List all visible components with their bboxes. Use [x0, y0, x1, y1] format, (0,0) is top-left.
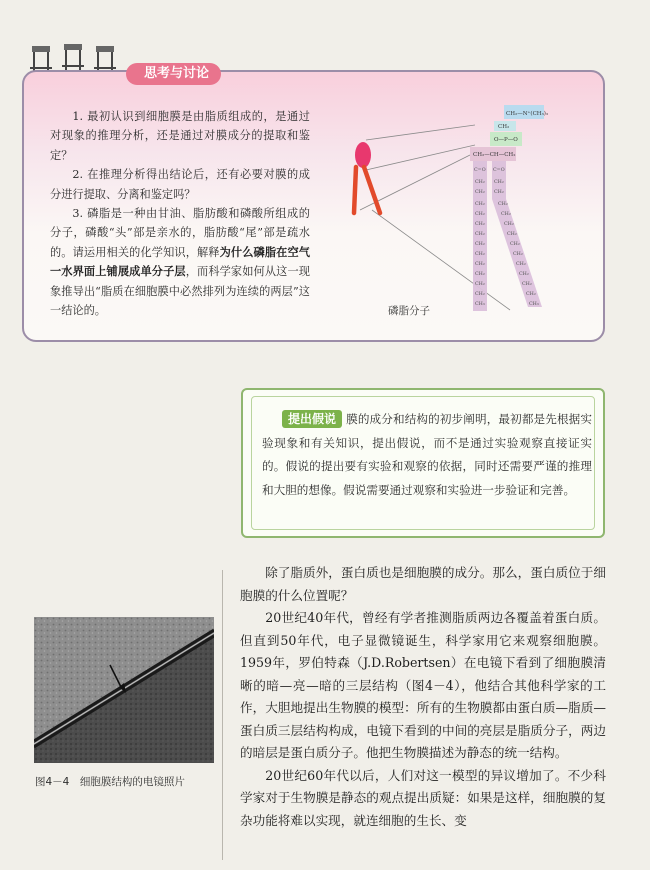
svg-text:CH₂: CH₂: [475, 292, 485, 297]
svg-text:O—P—O: O—P—O: [494, 137, 518, 143]
svg-text:CH₂: CH₂: [475, 232, 485, 237]
svg-text:CH₂: CH₂: [522, 282, 532, 287]
svg-text:CH₂: CH₂: [475, 282, 485, 287]
svg-text:CH₂: CH₂: [475, 252, 485, 257]
svg-text:CH₃: CH₃: [475, 302, 485, 307]
body-paragraph: 20世纪60年代以后，人们对这一模型的异议增加了。不少科学家对于生物膜是静态的观点提出质疑：如果是这样，细胞膜的复杂功能将难以实现，就连细胞的生长、变: [240, 767, 606, 828]
svg-text:CH₂—CH—CH₂: CH₂—CH—CH₂: [473, 152, 516, 158]
svg-text:CH₂: CH₂: [519, 272, 529, 277]
body-paragraph: 除了脂质外，蛋白质也是细胞膜的成分。那么，蛋白质位于细胞膜的什么位置呢？: [240, 565, 606, 603]
svg-text:CH₂: CH₂: [475, 180, 485, 185]
svg-text:CH₂: CH₂: [501, 212, 511, 217]
svg-text:CH₂: CH₂: [526, 292, 536, 297]
svg-text:CH₂: CH₂: [475, 262, 485, 267]
electron-micrograph: [34, 617, 214, 763]
svg-text:CH₂: CH₂: [516, 262, 526, 267]
body-text: [240, 562, 606, 832]
svg-text:C=O: C=O: [474, 168, 486, 173]
svg-text:CH₂: CH₂: [507, 232, 517, 237]
discussion-text: [50, 107, 310, 320]
figure-caption: 图4－4 细胞膜结构的电镜照片: [35, 776, 185, 788]
svg-text:CH₂: CH₂: [513, 252, 523, 257]
svg-text:C=O: C=O: [493, 168, 505, 173]
discussion-title: 思考与讨论: [126, 63, 221, 85]
svg-text:CH₂: CH₂: [510, 242, 520, 247]
discussion-item-2: 2. 在推理分析得出结论后，还有必要对膜的成分进行提取、分离和鉴定吗？: [50, 168, 310, 201]
svg-text:CH₂—N⁺(CH₃)₃: CH₂—N⁺(CH₃)₃: [506, 111, 549, 117]
discussion-item-1: 1. 最初认识到细胞膜是由脂质组成的，是通过对现象的推理分析，还是通过对膜成分的提取和鉴定？: [50, 110, 310, 162]
column-divider: [222, 570, 223, 860]
discussion-item-3: 3. 磷脂是一种由甘油、脂肪酸和磷酸所组成的分子，磷酸“头”部是亲水的，脂肪酸“尾”部是疏水的。请运用相关的化学知识，解释为什么磷脂在空气一水界面上铺展成单分子层，而科学家如何从这一现象推导出“脂质在细胞膜中必然排列为连续的两层”这一结论的。: [50, 207, 310, 318]
svg-text:CH₃: CH₃: [529, 302, 539, 307]
svg-text:CH₂: CH₂: [475, 190, 485, 195]
discussion-item-3-bold: 为什么磷脂在空气一水界面上铺展成单分子层: [50, 244, 310, 279]
svg-text:CH₂: CH₂: [494, 190, 504, 195]
svg-text:CH₂: CH₂: [498, 124, 510, 130]
hypothesis-label: 提出假说: [282, 410, 342, 428]
phospholipid-figure: [330, 95, 570, 325]
svg-text:CH₂: CH₂: [475, 222, 485, 227]
svg-text:CH₂: CH₂: [475, 202, 485, 207]
body-paragraph: 20世纪40年代，曾经有学者推测脂质两边各覆盖着蛋白质。但直到50年代，电子显微镜诞生，科学家用它来观察细胞膜。1959年，罗伯特森（J.D.Robertsen）在电镜下看到了细胞膜清晰的暗—亮—暗的三层结构（图4－4），他结合其他科学家的工作，大胆地提出生物膜的模型：所有的生物膜都由蛋白质—脂质—蛋白质三层结构构成，电镜下看到的中间的亮层是脂质分子，两边的暗层是蛋白质分子。他把生物膜描述为静态的统一结构。: [240, 610, 606, 760]
svg-text:CH₂: CH₂: [498, 202, 508, 207]
svg-text:CH₂: CH₂: [475, 212, 485, 217]
svg-text:CH₂: CH₂: [475, 272, 485, 277]
svg-text:CH₂: CH₂: [494, 180, 504, 185]
svg-text:CH₂: CH₂: [475, 242, 485, 247]
svg-text:CH₂: CH₂: [504, 222, 514, 227]
hypothesis-body: 膜的成分和结构的初步阐明，最初都是先根据实验现象和有关知识，提出假说，而不是通过实验观察直接证实的。假说的提出要有实验和观察的依据，同时还需要严谨的推理和大胆的想像。假说需要通过观察和实验进一步验证和完善。: [262, 412, 592, 497]
phospholipid-caption: 磷脂分子: [388, 305, 430, 317]
hypothesis-text: [262, 408, 592, 502]
